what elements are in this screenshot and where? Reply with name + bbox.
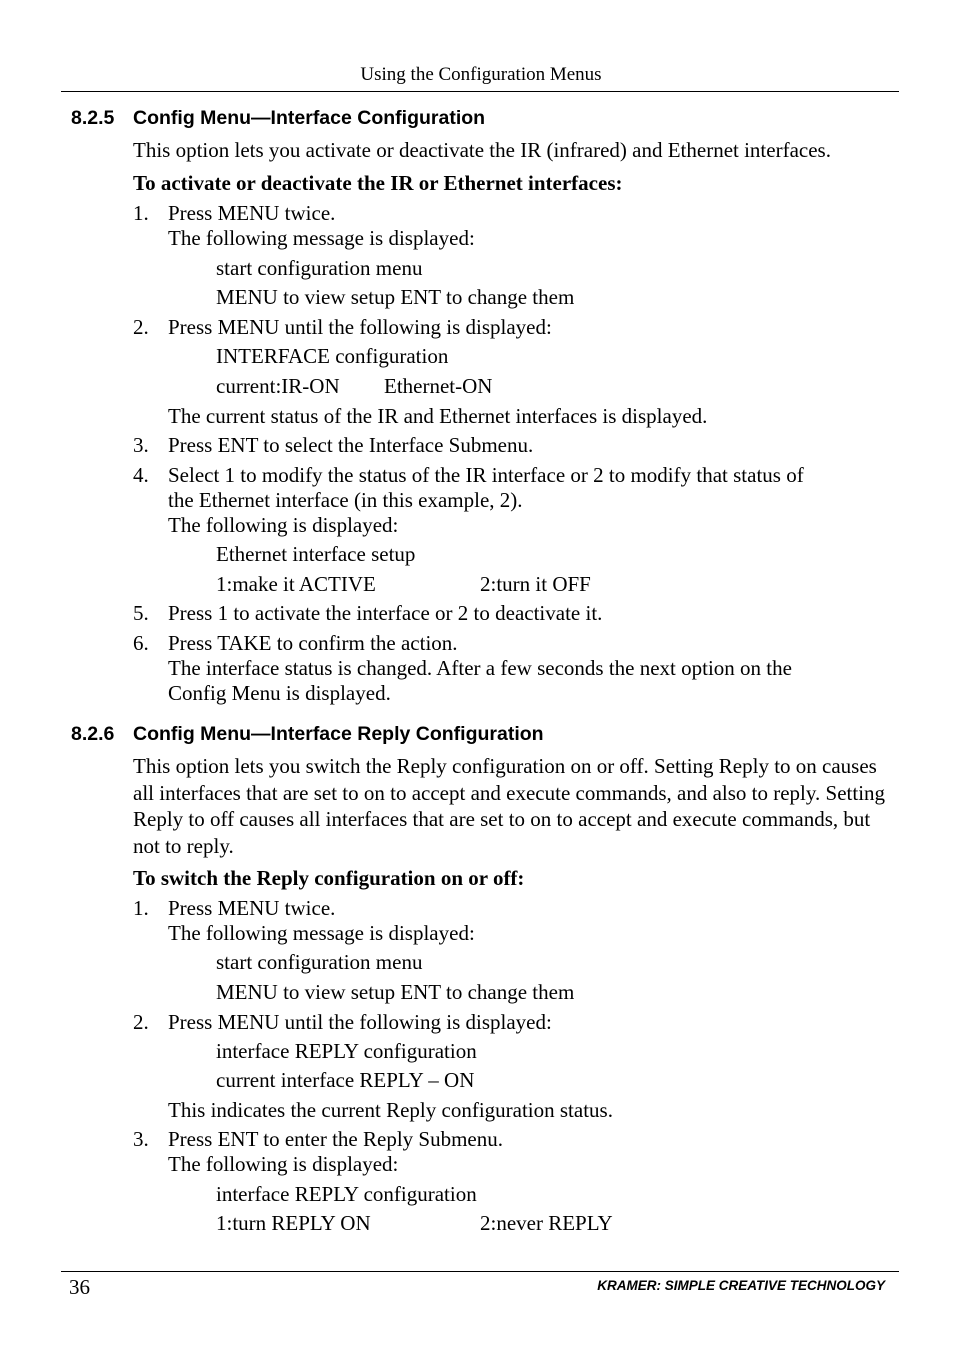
header-rule bbox=[61, 91, 899, 92]
section-intro: This option lets you switch the Reply configuration on or off. Setting Reply to on causes all interfaces that are set to on to accept and execute commands, and also to reply. Setting Reply to off causes all interfaces that are set to on to accept and execute commands, but not to reply. bbox=[133, 754, 886, 858]
step-line: Press MENU twice. bbox=[168, 201, 336, 225]
step-text bbox=[168, 1010, 888, 1035]
procedure-title: To switch the Reply configuration on or off: bbox=[133, 866, 525, 890]
step-text bbox=[168, 463, 888, 538]
section-heading-825 bbox=[71, 107, 485, 130]
section-number: 8.2.6 bbox=[71, 723, 115, 745]
step-line: The interface status is changed. After a few seconds the next option on the bbox=[168, 656, 792, 680]
step-line: Press 1 to activate the interface or 2 to deactivate it. bbox=[168, 601, 603, 625]
section-number: 8.2.5 bbox=[71, 107, 115, 129]
step-number: 3. bbox=[133, 1127, 149, 1151]
step-line: Press MENU until the following is displayed: bbox=[168, 315, 552, 339]
step-line: Press ENT to select the Interface Submenu. bbox=[168, 433, 534, 457]
step-text bbox=[168, 601, 888, 626]
step-line: the Ethernet interface (in this example, 2). bbox=[168, 488, 523, 512]
step-line: The following is displayed: bbox=[168, 513, 399, 537]
section-heading-826 bbox=[71, 723, 544, 746]
display-line: MENU to view setup ENT to change them bbox=[216, 285, 575, 309]
display-line: start configuration menu bbox=[216, 256, 423, 280]
section-intro: This option lets you activate or deactivate the IR (infrared) and Ethernet interfaces. bbox=[133, 138, 831, 162]
display-line: MENU to view setup ENT to change them bbox=[216, 980, 575, 1004]
procedure-title: To activate or deactivate the IR or Ethernet interfaces: bbox=[133, 171, 623, 195]
display-line: interface REPLY configuration bbox=[216, 1182, 477, 1206]
step-line: The following is displayed: bbox=[168, 1152, 399, 1176]
display-line: 1:make it ACTIVE bbox=[216, 572, 376, 596]
display-line: Ethernet interface setup bbox=[216, 542, 416, 566]
step-number: 3. bbox=[133, 433, 149, 457]
step-line: Press MENU until the following is displayed: bbox=[168, 1010, 552, 1034]
step-text bbox=[168, 1127, 888, 1177]
step-number: 6. bbox=[133, 631, 149, 655]
display-line: 2:never REPLY bbox=[480, 1211, 613, 1235]
display-line: start configuration menu bbox=[216, 950, 423, 974]
display-line: current interface REPLY – ON bbox=[216, 1068, 475, 1092]
display-line: Ethernet-ON bbox=[384, 374, 493, 398]
step-line: The following message is displayed: bbox=[168, 226, 475, 250]
page-number: 36 bbox=[69, 1275, 90, 1299]
display-line: current:IR-ON bbox=[216, 374, 340, 398]
step-text bbox=[168, 433, 888, 458]
step-line: Config Menu is displayed. bbox=[168, 681, 391, 705]
running-header: Using the Configuration Menus bbox=[360, 64, 602, 85]
display-line: interface REPLY configuration bbox=[216, 1039, 477, 1063]
status-note: This indicates the current Reply configuration status. bbox=[168, 1098, 613, 1122]
step-text bbox=[168, 315, 888, 340]
step-line: Press TAKE to confirm the action. bbox=[168, 631, 458, 655]
step-text bbox=[168, 631, 888, 706]
footer-brand: KRAMER: SIMPLE CREATIVE TECHNOLOGY bbox=[597, 1278, 885, 1293]
step-line: Press MENU twice. bbox=[168, 896, 336, 920]
step-text bbox=[168, 896, 888, 946]
step-number: 5. bbox=[133, 601, 149, 625]
step-number: 4. bbox=[133, 463, 149, 487]
step-number: 2. bbox=[133, 315, 149, 339]
display-line: 2:turn it OFF bbox=[480, 572, 591, 596]
step-number: 1. bbox=[133, 201, 149, 225]
step-line: The following message is displayed: bbox=[168, 921, 475, 945]
status-note: The current status of the IR and Ethernet interfaces is displayed. bbox=[168, 404, 708, 428]
step-number: 2. bbox=[133, 1010, 149, 1034]
display-line: INTERFACE configuration bbox=[216, 344, 449, 368]
section-title: Config Menu—Interface Configuration bbox=[133, 107, 486, 129]
step-text bbox=[168, 201, 888, 251]
footer-rule bbox=[61, 1271, 899, 1272]
step-line: Select 1 to modify the status of the IR interface or 2 to modify that status of bbox=[168, 463, 804, 487]
display-line: 1:turn REPLY ON bbox=[216, 1211, 371, 1235]
step-number: 1. bbox=[133, 896, 149, 920]
step-line: Press ENT to enter the Reply Submenu. bbox=[168, 1127, 503, 1151]
section-title: Config Menu—Interface Reply Configuration bbox=[133, 723, 544, 745]
